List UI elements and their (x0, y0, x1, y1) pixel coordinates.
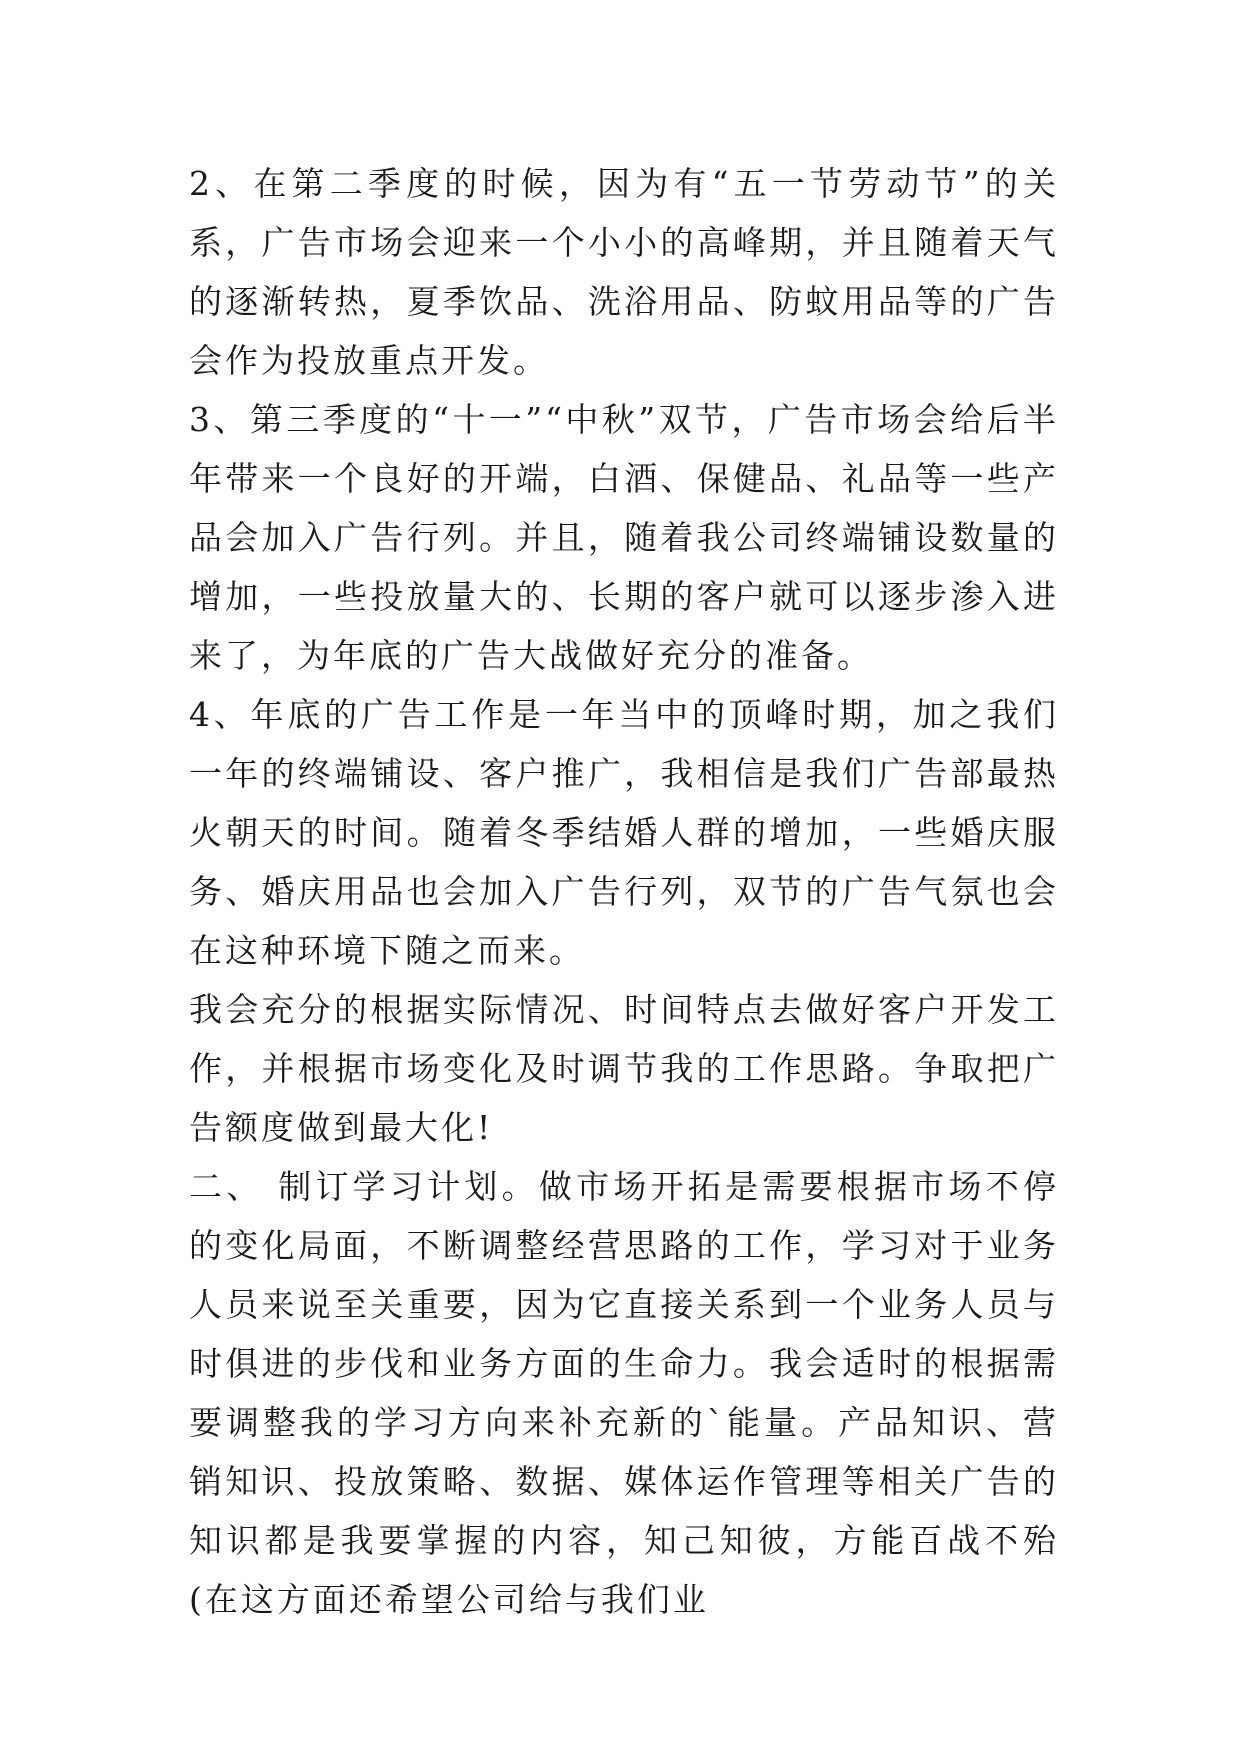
paragraph-study-plan: 二、 制订学习计划。做市场开拓是需要根据市场不停的变化局面，不断调整经营思路的工作，学习对于业务人员来说至关重要，因为它直接关系到一个业务人员与时俱进的步伐和业务方面的生命力。我会适时的根据需要调整我的学习方向来补充新的`能量。产品知识、营销知识、投放策略、数据、媒体运作管理等相关广告的知识都是我要掌握的内容，知己知彼，方能百战不殆(在这方面还希望公司给与我们业 (189, 1167, 1059, 1619)
paragraph-summary: 我会充分的根据实际情况、时间特点去做好客户开发工作，并根据市场变化及时调节我的工作思路。争取把广告额度做到最大化! (189, 990, 1059, 1147)
document-body (189, 154, 1059, 1629)
paragraph-q3: 3、第三季度的“十一”“中秋”双节，广告市场会给后半年带来一个良好的开端，白酒、保健品、礼品等一些产品会加入广告行列。并且，随着我公司终端铺设数量的增加，一些投放量大的、长期的客户就可以逐步渗入进来了，为年底的广告大战做好充分的准备。 (189, 400, 1059, 675)
paragraph-q2: 2、在第二季度的时候，因为有“五一节劳动节”的关系，广告市场会迎来一个小小的高峰期，并且随着天气的逐渐转热，夏季饮品、洗浴用品、防蚊用品等的广告会作为投放重点开发。 (189, 164, 1059, 380)
paragraph-year-end: 4、年底的广告工作是一年当中的顶峰时期，加之我们一年的终端铺设、客户推广，我相信是我们广告部最热火朝天的时间。随着冬季结婚人群的增加，一些婚庆服务、婚庆用品也会加入广告行列，双节的广告气氛也会在这种环境下随之而来。 (189, 695, 1059, 970)
